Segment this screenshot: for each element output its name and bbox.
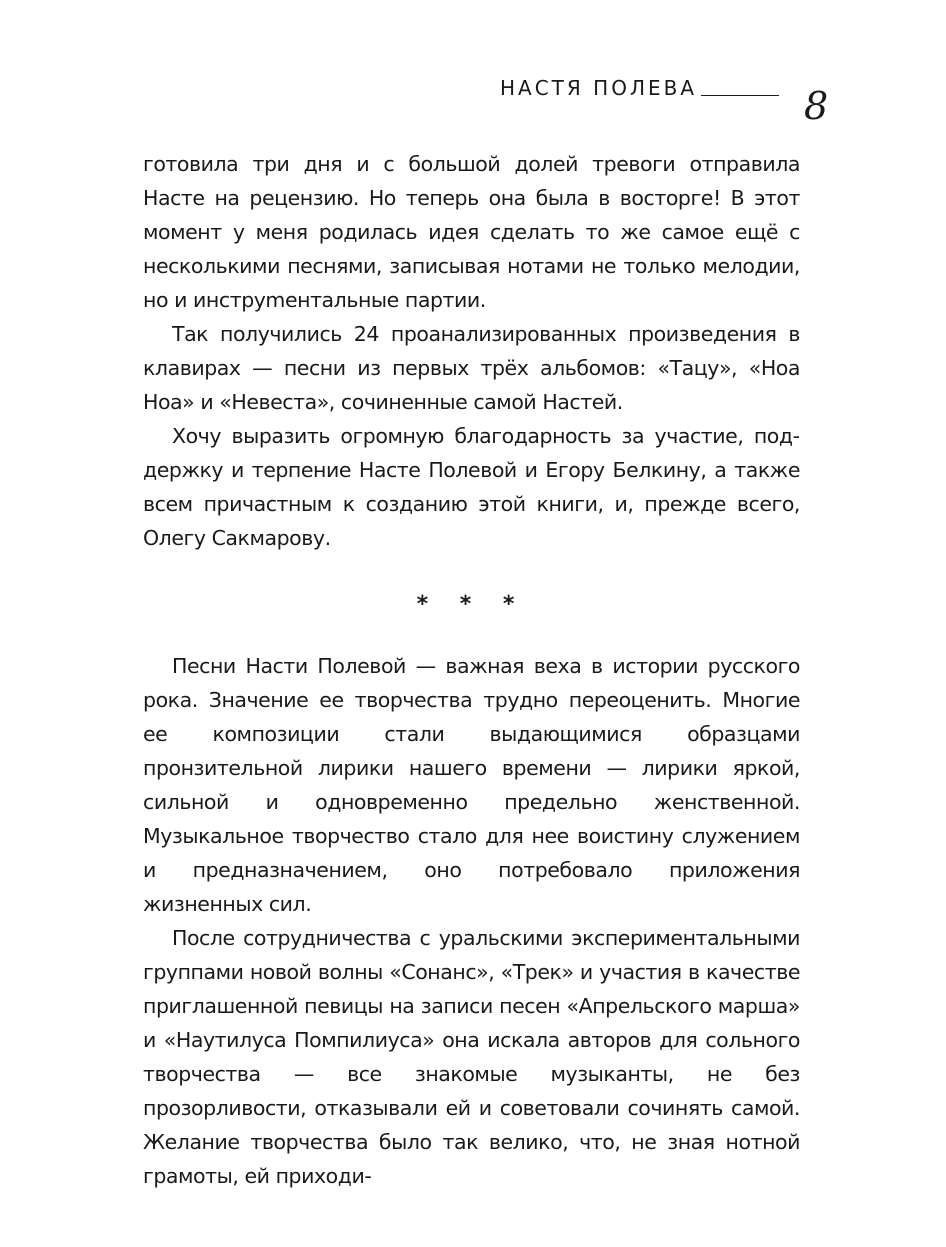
paragraph: Песни Насти Полевой — важная веха в истории русского рока. Значение ее творчества трудно переоценить. Многие ее композиции стали выдающимися образцами пронзительной лирики нашего времени — лирики яркой, сильной и одновременно предельно женственной. Музыкальное творчество стало для нее воистину служением и предназначением, оно потребовало приложения жизненных сил. bbox=[143, 654, 800, 916]
paragraph: Хочу выразить огромную благодарность за участие, поддержку и терпение Насте Полевой и Егору Белкину, а также всем причастным к созданию этой книги, и, прежде всего, Олегу Сакмарову. bbox=[143, 424, 800, 550]
running-head-rule bbox=[701, 95, 779, 96]
running-head bbox=[500, 72, 779, 100]
paragraph: Так получились 24 проанализированных произведения в клавирах — песни из первых трёх альбомов: «Тацу», «Ноа Ноа» и «Невеста», сочиненные самой Настей. bbox=[143, 322, 800, 414]
running-title: НАСТЯ ПОЛЕВА bbox=[500, 76, 698, 100]
body-text bbox=[143, 147, 800, 1193]
paragraph: готовила три дня и с большой долей тревоги отправила Насте на рецензию. Но теперь она была в восторге! В этот момент у меня родилась идея сделать то же самое ещё с несколькими песнями, записывая нотами не только мелодии, но и инструmентальные партии. bbox=[143, 152, 800, 312]
section-separator: * * * bbox=[416, 592, 527, 617]
page-number: 8 bbox=[804, 84, 829, 128]
paragraph: После сотрудничества с уральскими экспериментальными группами новой волны «Сонанс», «Трек» и участия в качестве приглашенной певицы на записи песен «Апрельского марша» и «Наутилуса Помпилиуса» она искала авторов для сольного творчества — все знакомые музыканты, не без прозорливости, отказывали ей и советовали сочинять самой. Желание творчества было так велико, что, не зная нотной грамоты, ей приходи- bbox=[143, 926, 800, 1188]
